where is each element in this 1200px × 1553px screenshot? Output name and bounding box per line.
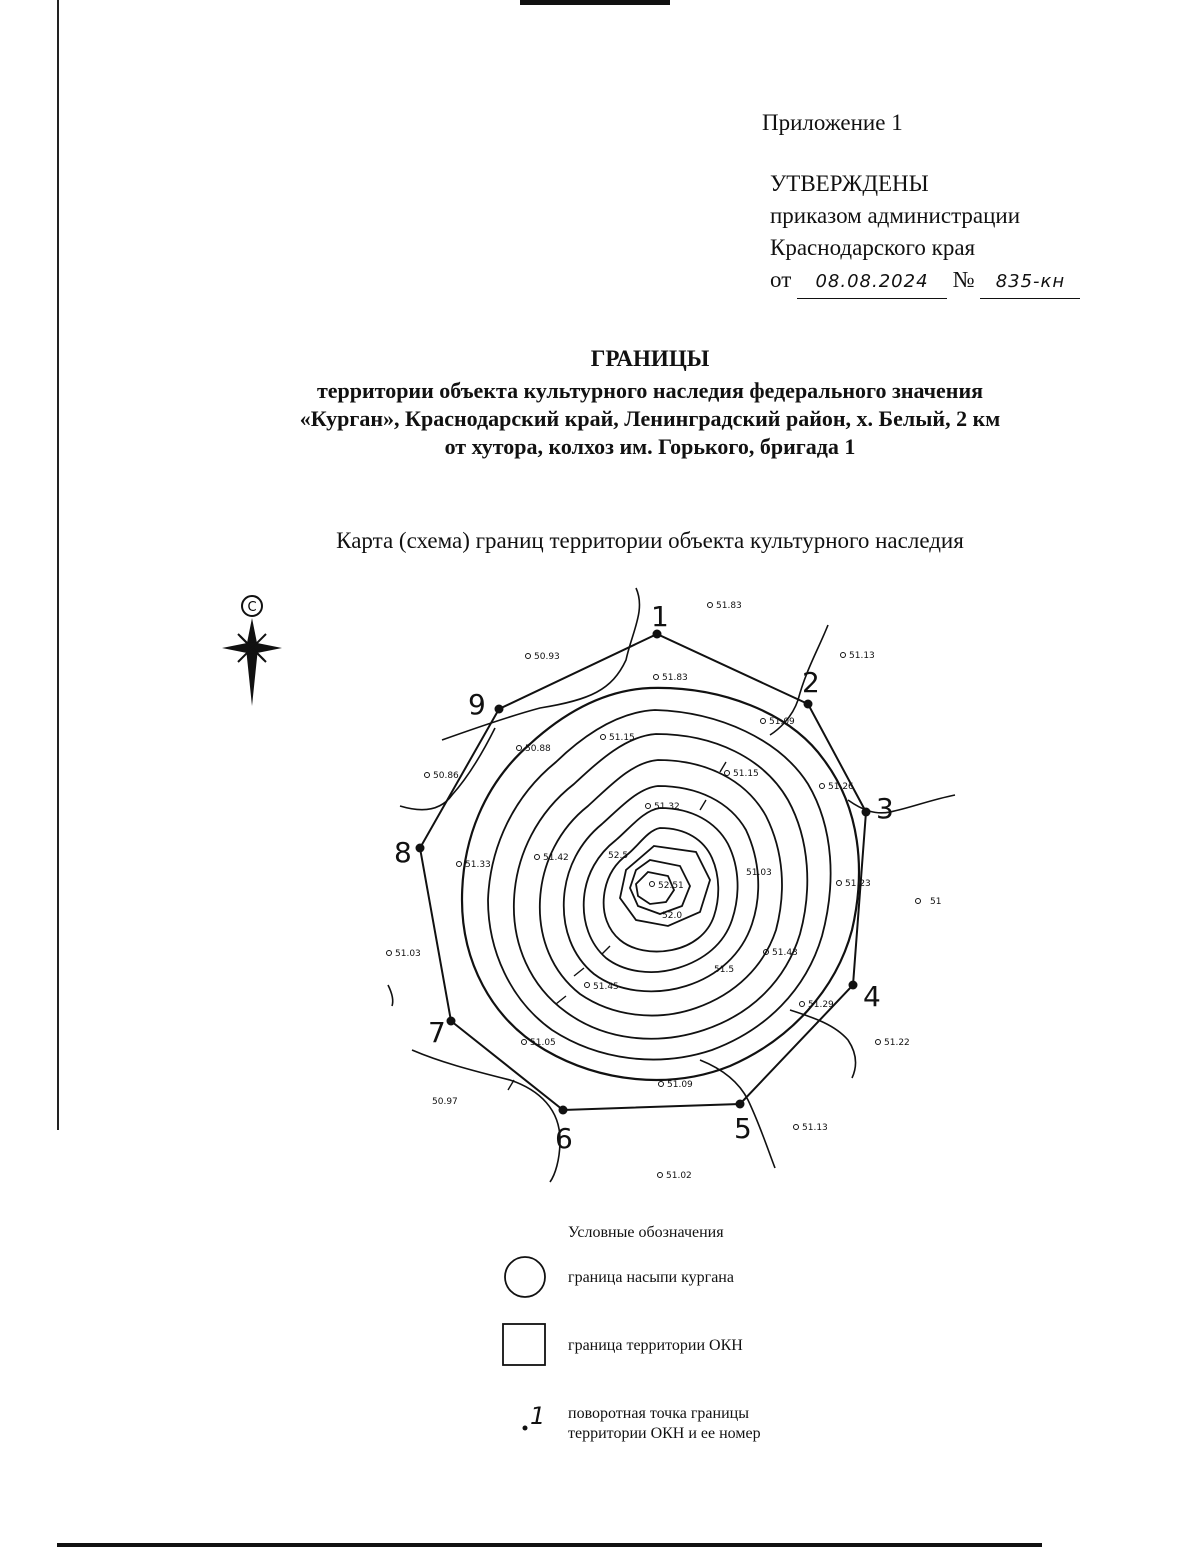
svg-text:51.45: 51.45 xyxy=(593,982,619,992)
legend-point-symbol xyxy=(523,1426,528,1431)
approved-heading: УТВЕРЖДЕНЫ xyxy=(770,171,929,196)
legend-mound-label: граница насыпи кургана xyxy=(568,1269,734,1286)
legend-territory-symbol xyxy=(503,1324,545,1365)
svg-text:51.13: 51.13 xyxy=(849,651,875,661)
svg-text:50.97: 50.97 xyxy=(432,1097,458,1107)
svg-text:51.5: 51.5 xyxy=(714,965,735,975)
svg-text:51.42: 51.42 xyxy=(543,853,569,863)
svg-text:51.15: 51.15 xyxy=(733,769,759,779)
svg-text:51.22: 51.22 xyxy=(884,1038,910,1048)
appendix-label: Приложение 1 xyxy=(762,110,903,135)
map-caption: Карта (схема) границ территории объекта культурного наследия xyxy=(336,528,964,553)
legend-point-label-line-1: поворотная точка границы xyxy=(568,1405,749,1422)
svg-text:51.43: 51.43 xyxy=(772,948,798,958)
svg-text:51.29: 51.29 xyxy=(808,1000,834,1010)
title-line-2: «Курган», Краснодарский край, Ленинградский район, х. Белый, 2 км xyxy=(299,406,1001,431)
north-label: С xyxy=(247,600,257,615)
svg-text:51.02: 51.02 xyxy=(666,1171,692,1181)
point-number-6: 6 xyxy=(555,1122,573,1155)
legend-title: Условные обозначения xyxy=(568,1224,724,1241)
title-line-1: территории объекта культурного наследия федерального значения xyxy=(316,378,984,403)
legend-point-number: 1 xyxy=(530,1402,546,1430)
svg-text:51.13: 51.13 xyxy=(802,1123,828,1133)
svg-text:51.83: 51.83 xyxy=(662,673,688,683)
approved-by-order: приказом администрации xyxy=(770,203,1021,228)
point-number-2: 2 xyxy=(802,666,820,699)
number-label: № xyxy=(952,267,975,292)
svg-text:51.15: 51.15 xyxy=(609,733,635,743)
svg-text:52.0: 52.0 xyxy=(662,911,683,921)
svg-text:52.51: 52.51 xyxy=(658,881,684,891)
svg-text:52.5: 52.5 xyxy=(608,851,629,861)
legend-point-label xyxy=(568,1404,761,1444)
scan-bottom-edge xyxy=(57,1543,1042,1547)
svg-text:51.09: 51.09 xyxy=(667,1080,693,1090)
svg-text:51.03: 51.03 xyxy=(746,868,772,878)
point-number-7: 7 xyxy=(428,1016,446,1049)
svg-text:50.88: 50.88 xyxy=(525,744,551,754)
title-line-3: от хутора, колхоз им. Горького, бригада 1 xyxy=(444,434,856,459)
point-number-3: 3 xyxy=(876,792,894,825)
point-number-9: 9 xyxy=(468,688,486,721)
svg-text:51.05: 51.05 xyxy=(530,1038,556,1048)
svg-text:51: 51 xyxy=(930,897,942,907)
svg-text:51.09: 51.09 xyxy=(769,717,795,727)
svg-text:51.83: 51.83 xyxy=(716,601,742,611)
svg-text:50.86: 50.86 xyxy=(433,771,459,781)
point-number-4: 4 xyxy=(863,980,881,1013)
svg-text:50.93: 50.93 xyxy=(534,652,560,662)
order-date: 08.08.2024 xyxy=(797,266,947,299)
legend-mound-symbol xyxy=(505,1257,545,1297)
svg-text:51.23: 51.23 xyxy=(845,879,871,889)
svg-text:51.03: 51.03 xyxy=(395,949,421,959)
approved-region: Краснодарского края xyxy=(770,235,976,260)
point-number-5: 5 xyxy=(734,1112,752,1145)
svg-text:51.33: 51.33 xyxy=(465,860,491,870)
svg-text:51.26: 51.26 xyxy=(828,782,854,792)
point-number-1: 1 xyxy=(651,600,669,633)
svg-text:51.32: 51.32 xyxy=(654,802,680,812)
from-label: от xyxy=(770,267,792,292)
legend-point-label-line-2: территории ОКН и ее номер xyxy=(568,1425,761,1442)
order-number: 835-кн xyxy=(980,266,1080,299)
legend-territory-label: граница территории ОКН xyxy=(568,1337,743,1354)
title-main: ГРАНИЦЫ xyxy=(590,346,710,371)
point-number-8: 8 xyxy=(394,836,412,869)
